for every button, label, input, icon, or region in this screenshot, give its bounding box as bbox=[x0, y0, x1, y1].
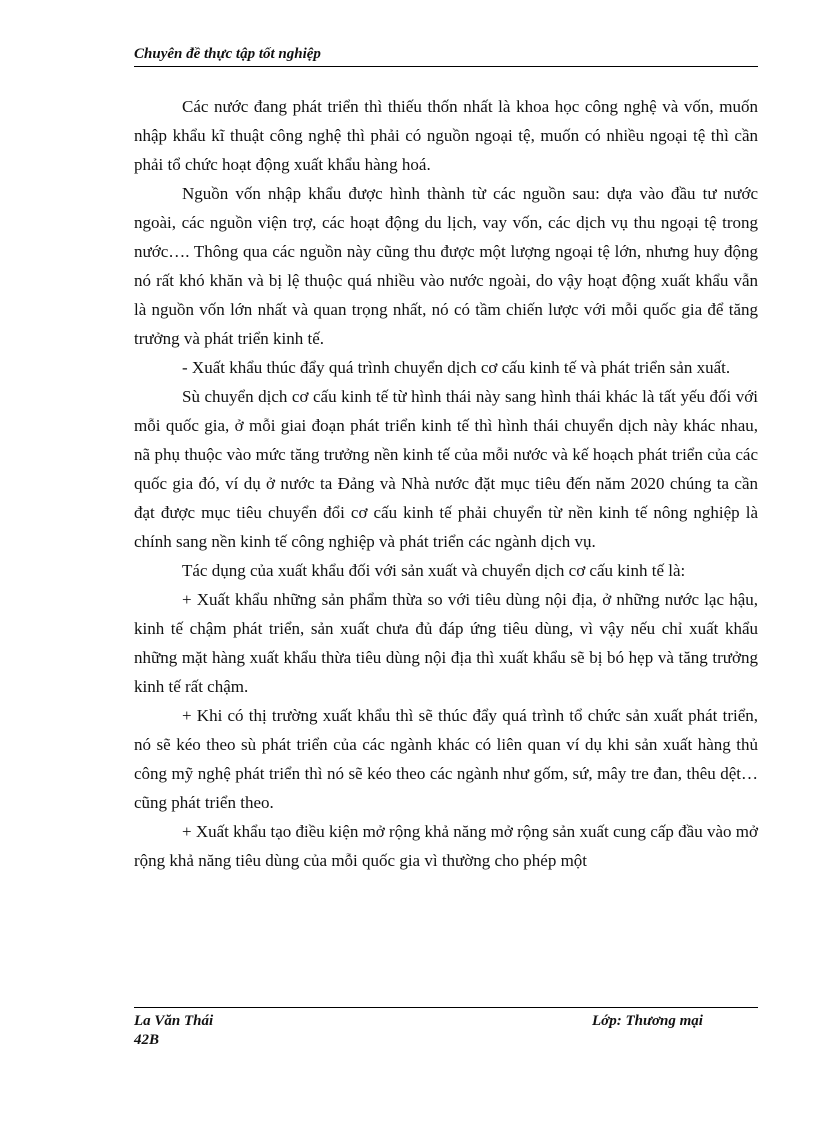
paragraph: + Xuất khẩu những sản phẩm thừa so với tiêu dùng nội địa, ở những nước lạc hậu, kinh tế chậm phát triển, sản xuất chưa đủ đáp ứng tiêu dùng, vì vậy nếu chỉ xuất khẩu những mặt hàng xuất khẩu thừa tiêu dùng nội địa thì xuất khẩu sẽ bị bó hẹp và tăng trưởng kinh tế rất chậm. bbox=[134, 590, 758, 696]
page-header-title: Chuyên đề thực tập tốt nghiệp bbox=[134, 46, 321, 62]
footer-class-code: 42B bbox=[134, 1032, 160, 1048]
paragraph: + Xuất khẩu tạo điều kiện mở rộng khả năng mở rộng sản xuất cung cấp đầu vào mở rộng khả năng tiêu dùng của mỗi quốc gia vì thường cho phép một bbox=[134, 822, 758, 870]
paragraph: Các nước đang phát triển thì thiếu thốn nhất là khoa học công nghệ và vốn, muốn nhập khẩu kĩ thuật công nghệ thì phải có nguồn ngoại tệ, muốn có nhiều ngoại tệ thì cần phải tổ chức hoạt động xuất khẩu hàng hoá. bbox=[134, 97, 758, 174]
footer-divider bbox=[134, 1007, 758, 1008]
paragraph: Nguồn vốn nhập khẩu được hình thành từ các nguồn sau: dựa vào đầu tư nước ngoài, các nguồn viện trợ, các hoạt động du lịch, vay vốn, các dịch vụ thu ngoại tệ trong nước…. Thông qua các nguồn này cũng thu được một lượng ngoại tệ lớn, nhưng huy động nó rất khó khăn và bị lệ thuộc quá nhiều vào nước ngoài, do vậy hoạt động xuất khẩu vẫn là nguồn vốn lớn nhất và quan trọng nhất, nó có tầm chiến lược với mỗi quốc gia để tăng trưởng và phát triển kinh tế. bbox=[134, 184, 758, 348]
footer-author: La Văn Thái bbox=[134, 1013, 214, 1029]
paragraph: - Xuất khẩu thúc đẩy quá trình chuyển dịch cơ cấu kinh tế và phát triển sản xuất. bbox=[182, 358, 731, 377]
header-divider bbox=[134, 66, 758, 67]
footer-class-label: Lớp: Thương mại bbox=[592, 1013, 703, 1029]
paragraph: Tác dụng của xuất khẩu đối với sản xuất và chuyển dịch cơ cấu kinh tế là: bbox=[182, 561, 686, 580]
paragraph: + Khi có thị trường xuất khẩu thì sẽ thúc đẩy quá trình tổ chức sản xuất phát triển, nó sẽ kéo theo sù phát triển của các ngành khác có liên quan ví dụ khi sản xuất hàng thủ công mỹ nghệ phát triển thì nó sẽ kéo theo các ngành như gốm, sứ, mây tre đan, thêu dệt… cũng phát triển theo. bbox=[134, 706, 758, 812]
document-body bbox=[134, 92, 758, 875]
paragraph: Sù chuyển dịch cơ cấu kinh tế từ hình thái này sang hình thái khác là tất yếu đối với mỗi quốc gia, ở mỗi giai đoạn phát triển kinh tế thì hình thái chuyển dịch này khác nhau, nã phụ thuộc vào mức tăng trưởng nền kinh tế của mỗi nước và kế hoạch phát triển của các quốc gia đó, ví dụ ở nước ta Đảng và Nhà nước đặt mục tiêu đến năm 2020 chúng ta cần đạt được mục tiêu chuyển đổi cơ cấu kinh tế phải chuyển từ nền kinh tế nông nghiệp là chính sang nền kinh tế công nghiệp và phát triển các ngành dịch vụ. bbox=[134, 387, 758, 551]
